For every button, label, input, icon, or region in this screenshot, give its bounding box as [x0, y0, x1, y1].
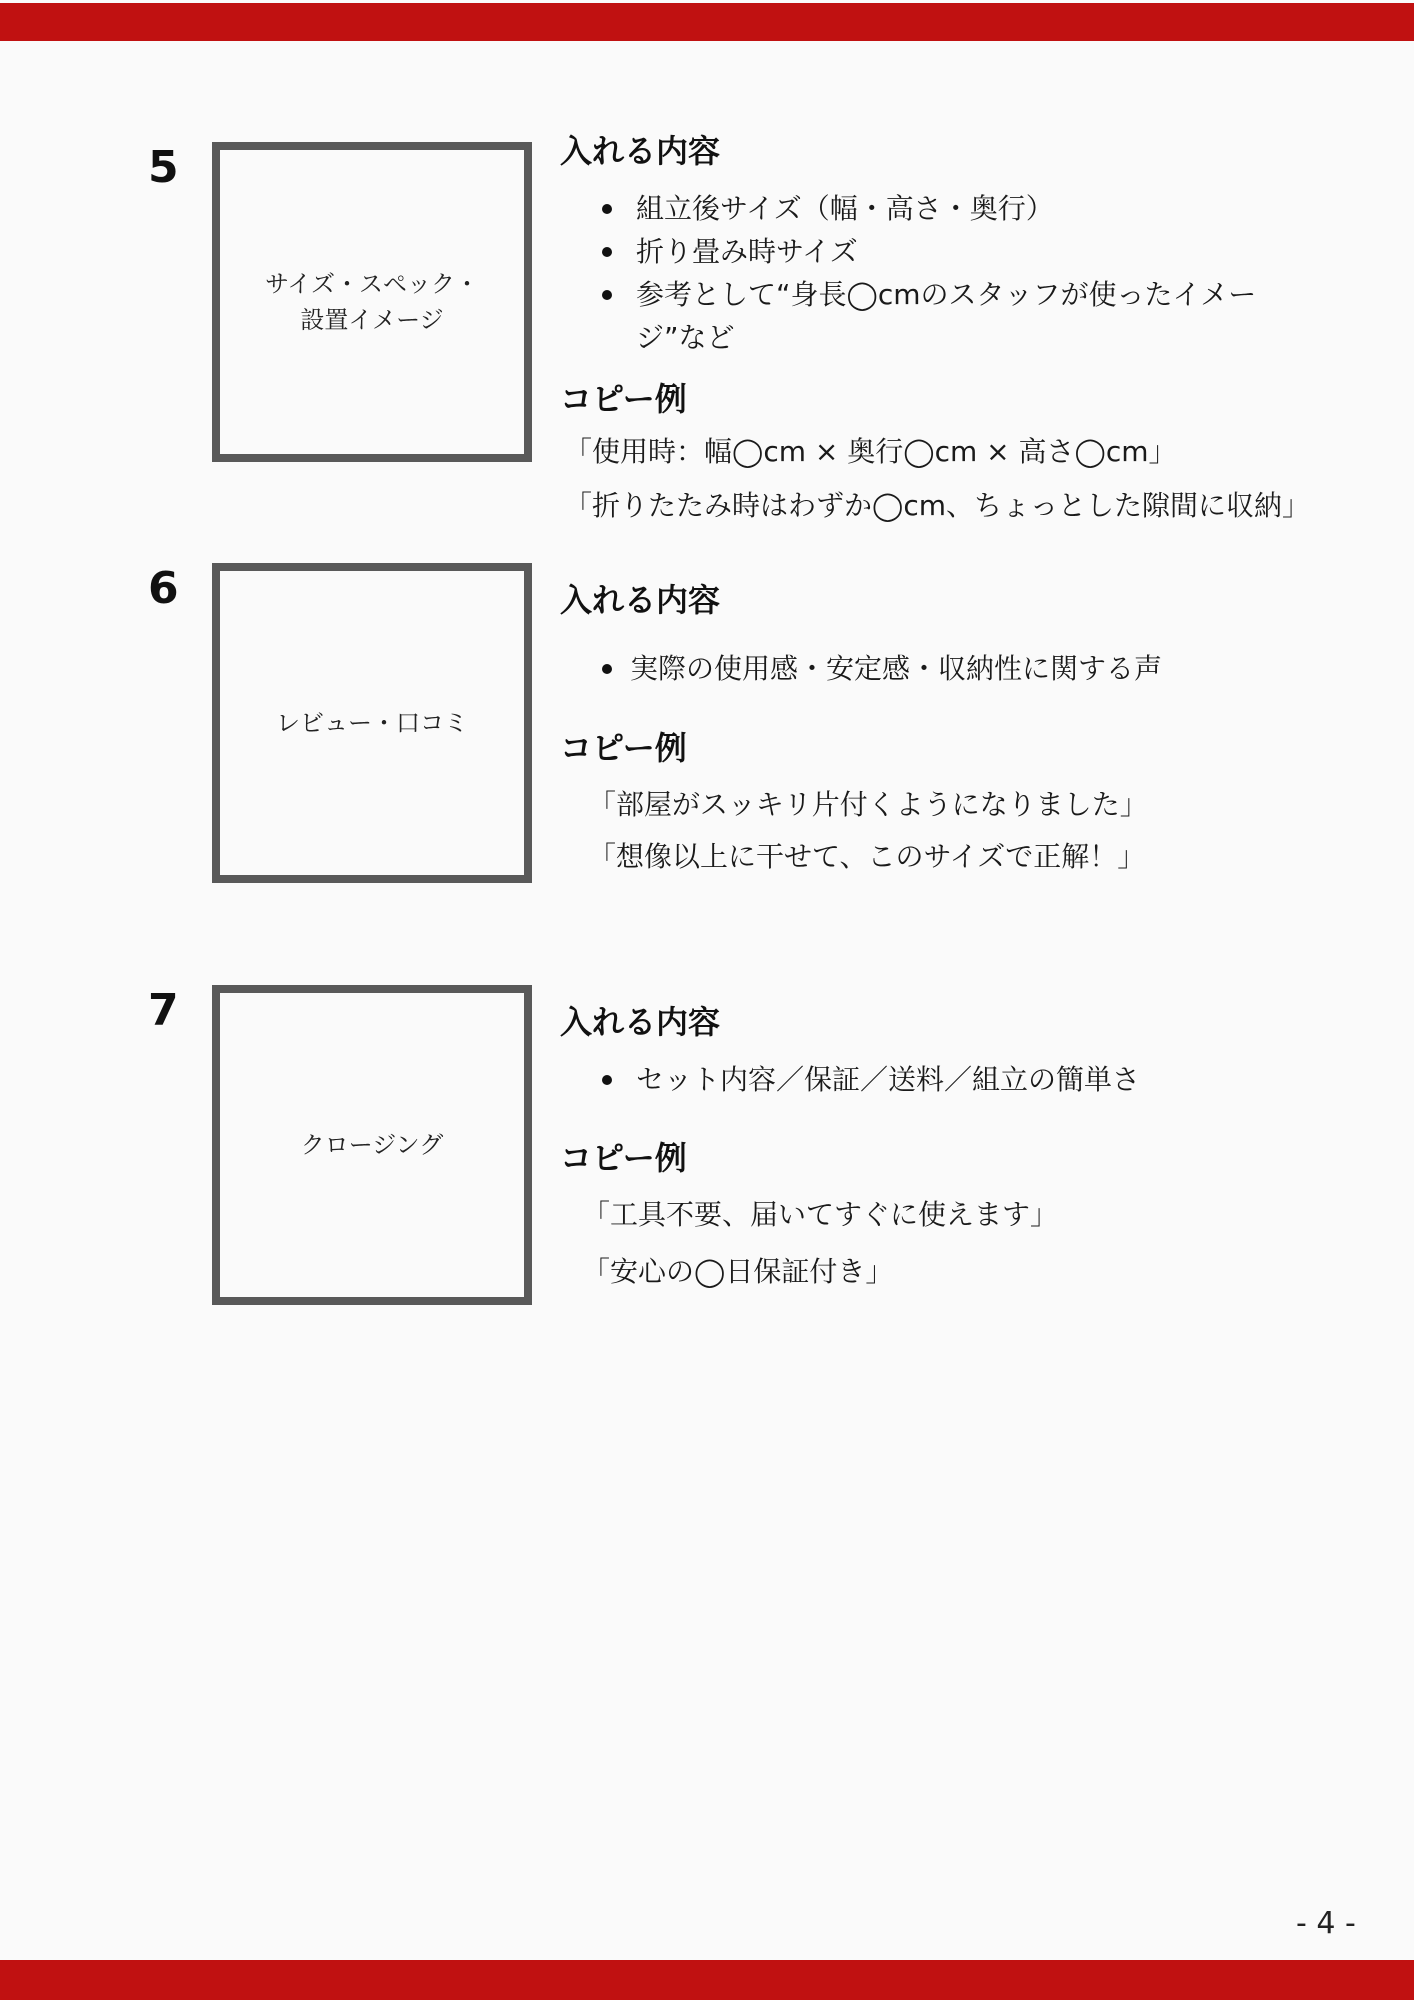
copy-example: 「部屋がスッキリ片付くようになりました」 — [588, 788, 1148, 821]
list-item: 折り畳み時サイズ — [560, 230, 1380, 273]
frame-label: サイズ・スペック・ 設置イメージ — [264, 270, 480, 334]
page-number: - 4 - — [1296, 1906, 1356, 1941]
copy-example: 「工具不要、届いてすぐに使えます」 — [582, 1198, 1059, 1231]
section-number: 6 — [148, 563, 179, 614]
copy-example: 「想像以上に干せて、このサイズで正解！」 — [588, 840, 1146, 873]
image-placeholder-frame — [212, 142, 532, 462]
image-placeholder-frame — [212, 563, 532, 883]
copy-heading: コピー例 — [560, 380, 687, 418]
list-item: 実際の使用感・安定感・収納性に関する声 — [560, 647, 1380, 690]
image-placeholder-frame — [212, 985, 532, 1305]
content-heading: 入れる内容 — [560, 1003, 721, 1041]
frame-label: クロージング — [300, 1131, 444, 1159]
content-heading: 入れる内容 — [560, 132, 721, 170]
copy-example: 「折りたたみ時はわずか◯cm、ちょっとした隙間に収納」 — [564, 489, 1311, 522]
section-number: 7 — [148, 985, 179, 1036]
content-list — [560, 187, 1380, 359]
top-red-band — [0, 3, 1414, 41]
copy-example: 「使用時：幅◯cm × 奥行◯cm × 高さ◯cm」 — [564, 435, 1177, 468]
list-item: 参考として“身長◯cmのスタッフが使ったイメージ”など — [560, 273, 1306, 359]
content-heading: 入れる内容 — [560, 581, 721, 619]
copy-example: 「安心の◯日保証付き」 — [582, 1255, 894, 1288]
list-item: セット内容／保証／送料／組立の簡単さ — [560, 1058, 1380, 1101]
copy-heading: コピー例 — [560, 1139, 687, 1177]
bottom-red-band — [0, 1960, 1414, 2000]
copy-heading: コピー例 — [560, 729, 687, 767]
content-list — [560, 1058, 1380, 1101]
list-item: 組立後サイズ（幅・高さ・奥行） — [560, 187, 1380, 230]
section-number: 5 — [148, 142, 179, 193]
frame-label: レビュー・口コミ — [276, 709, 468, 737]
content-list — [560, 647, 1380, 690]
